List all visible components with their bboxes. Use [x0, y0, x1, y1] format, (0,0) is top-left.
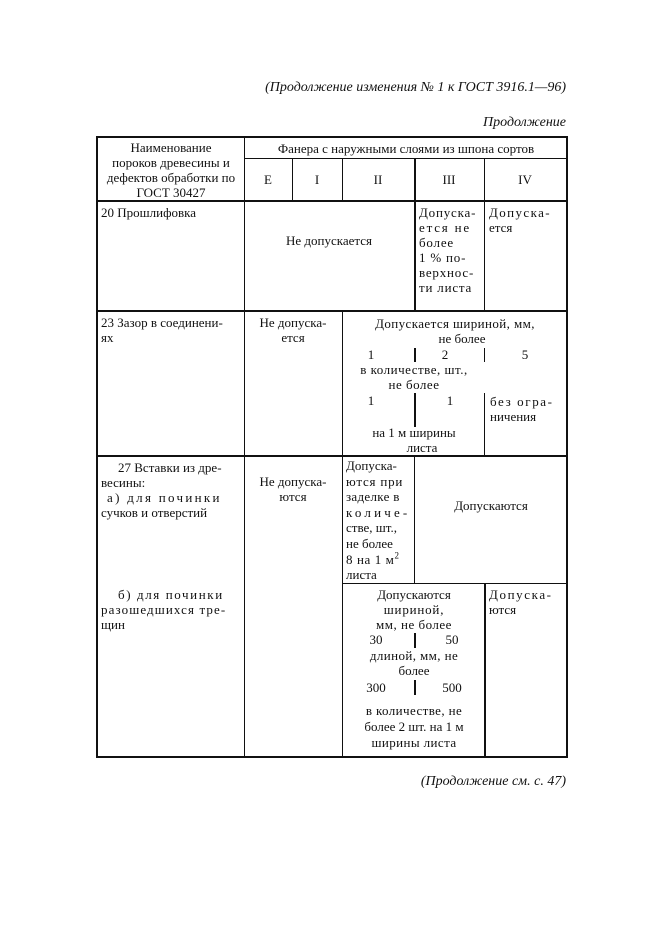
text-line: ширины листа: [371, 735, 457, 750]
r20-not-allowed: Не допускается: [286, 233, 372, 248]
r27b-length-300: 300: [366, 680, 386, 695]
r27a-grade-iii-iv: Допускаются: [454, 498, 528, 513]
text-line: заделке в: [346, 489, 400, 505]
text-line: более: [419, 235, 454, 250]
r27-grade-e-i: [246, 474, 340, 504]
r27a-grade-ii: [346, 458, 414, 583]
table-border-top: [96, 136, 568, 138]
text-line: 27 Вставки из дре-: [118, 460, 222, 475]
text-line: в количестве, шт.,: [360, 362, 468, 377]
r23-count-label: [344, 362, 484, 392]
r23-unlimited: [490, 394, 566, 424]
r27b-length-500: 500: [442, 680, 462, 695]
text-line: Не допуска-: [259, 474, 327, 489]
text-line: не более: [388, 377, 440, 392]
text-line: ничения: [490, 409, 537, 424]
text-line: 1 % по-: [419, 250, 467, 265]
row27a-divider: [342, 583, 568, 584]
continued-note: (Продолжение см. с. 47): [420, 774, 566, 789]
r23-width-separator: [414, 348, 416, 362]
text-line: ются: [489, 602, 517, 617]
text-line: длиной, мм, не: [369, 648, 459, 663]
header-line: ГОСТ 30427: [136, 185, 206, 200]
r23-per-width: [344, 425, 484, 455]
header-grade-i: I: [314, 172, 320, 187]
text-line: мм, не более: [376, 617, 452, 632]
header-line: пороков древесины и: [112, 155, 230, 170]
text-line: сучков и отверстий: [101, 505, 208, 520]
header-line: Наименование: [130, 140, 212, 155]
text-line: весины:: [101, 475, 146, 490]
text-line: Допускается шириной, мм,: [375, 316, 535, 331]
text-fragment: 8 на 1 м: [346, 551, 395, 567]
r27b-width-label: [344, 587, 484, 632]
text-line: ях: [101, 330, 114, 345]
r23-width-5: 5: [521, 347, 529, 362]
table-border-left: [96, 136, 98, 758]
r27b-width-50: 50: [445, 632, 459, 647]
r27b-width-30: 30: [369, 632, 383, 647]
col-name-divider: [244, 136, 245, 758]
r27-name: [101, 460, 243, 490]
r20-grade-iii: [419, 205, 483, 295]
r27b-iv-divider: [484, 583, 486, 756]
r23-count-separator: [414, 393, 416, 427]
r23-width-label: [344, 316, 566, 346]
header-grade-iv: IV: [518, 172, 532, 187]
text-line: не более: [438, 331, 486, 346]
r27b-name: [101, 587, 243, 632]
text-line: не более: [346, 535, 393, 551]
text-line: Допуска-: [489, 587, 553, 602]
text-line: Допуска-: [419, 205, 477, 220]
text-line: а) для починки: [107, 490, 222, 505]
r27b-length-separator: [414, 680, 416, 695]
table-border-bottom: [96, 756, 568, 758]
text-line: шириной,: [383, 602, 445, 617]
continuation-label: Продолжение: [483, 115, 566, 130]
header-defect-name: [98, 140, 244, 200]
header-grade-e: E: [264, 172, 272, 187]
header-grade-ii: II: [373, 172, 383, 187]
r23-e-divider: [342, 310, 343, 455]
text-line: более 2 шт. на 1 м: [364, 719, 464, 734]
text-line: в количестве, не: [365, 703, 463, 718]
text-line: ются при: [346, 473, 404, 489]
superscript: 2: [394, 550, 400, 561]
text-line: разошедшихся тре-: [101, 602, 227, 617]
r27b-length-label: [344, 648, 484, 678]
header-bottom: [96, 200, 568, 202]
text-line: ется: [281, 330, 305, 345]
text-line: Допуска-: [489, 205, 552, 220]
r20-name: 20 Прошлифовка: [101, 205, 197, 220]
r23-iv-lower-divider: [484, 393, 485, 455]
header-grade-iii: III: [442, 172, 456, 187]
row20-bottom: [96, 310, 568, 312]
r27b-width-separator: [414, 633, 416, 648]
r23-count-2: 1: [446, 393, 454, 408]
text-line: без огра-: [490, 394, 554, 409]
running-title: (Продолжение изменения № 1 к ГОСТ 3916.1—96): [265, 80, 566, 95]
r27a-ii-divider: [414, 455, 415, 583]
text-line: Не допуска-: [259, 315, 327, 330]
r20-iii-divider: [484, 200, 485, 310]
r23-width-1: 1: [367, 347, 375, 362]
text-line: листа: [406, 440, 438, 455]
text-line: щин: [101, 617, 125, 632]
text-line: стве, шт.,: [346, 520, 397, 536]
text-line: листа: [346, 567, 377, 583]
text-line: на 1 м ширины: [372, 425, 456, 440]
r20-grade-iv: [489, 205, 565, 235]
text-line: 23 Зазор в соединени-: [101, 315, 223, 330]
r27b-count-label: [344, 703, 484, 751]
r20-ii-divider: [414, 200, 416, 310]
r27b-grade-iv: [489, 587, 565, 617]
text-line: б) для починки: [118, 587, 224, 602]
r23-grade-e: [246, 315, 340, 345]
text-line: ется не: [419, 220, 471, 235]
text-line: ти листа: [419, 280, 473, 295]
text-line: количе-: [346, 504, 411, 520]
r23-width-2: 2: [441, 347, 449, 362]
r23-width-separator-2: [484, 348, 485, 362]
row23-bottom: [96, 455, 568, 457]
text-line: Допускаются: [377, 587, 451, 602]
text-line: [346, 552, 414, 568]
text-line: ются: [279, 489, 307, 504]
text-line: ется: [489, 220, 513, 235]
r23-count-1: 1: [367, 393, 375, 408]
header-line: дефектов обработки по: [106, 170, 236, 185]
table-border-right: [566, 136, 568, 758]
text-line: верхнос-: [419, 265, 475, 280]
text-line: более: [398, 663, 430, 678]
r27a-name: [101, 490, 243, 520]
text-line: Допуска-: [346, 458, 397, 473]
r23-name: [101, 315, 243, 345]
r27-i-divider: [342, 455, 343, 756]
header-plywood-group: Фанера с наружными слоями из шпона сортов: [277, 141, 535, 156]
